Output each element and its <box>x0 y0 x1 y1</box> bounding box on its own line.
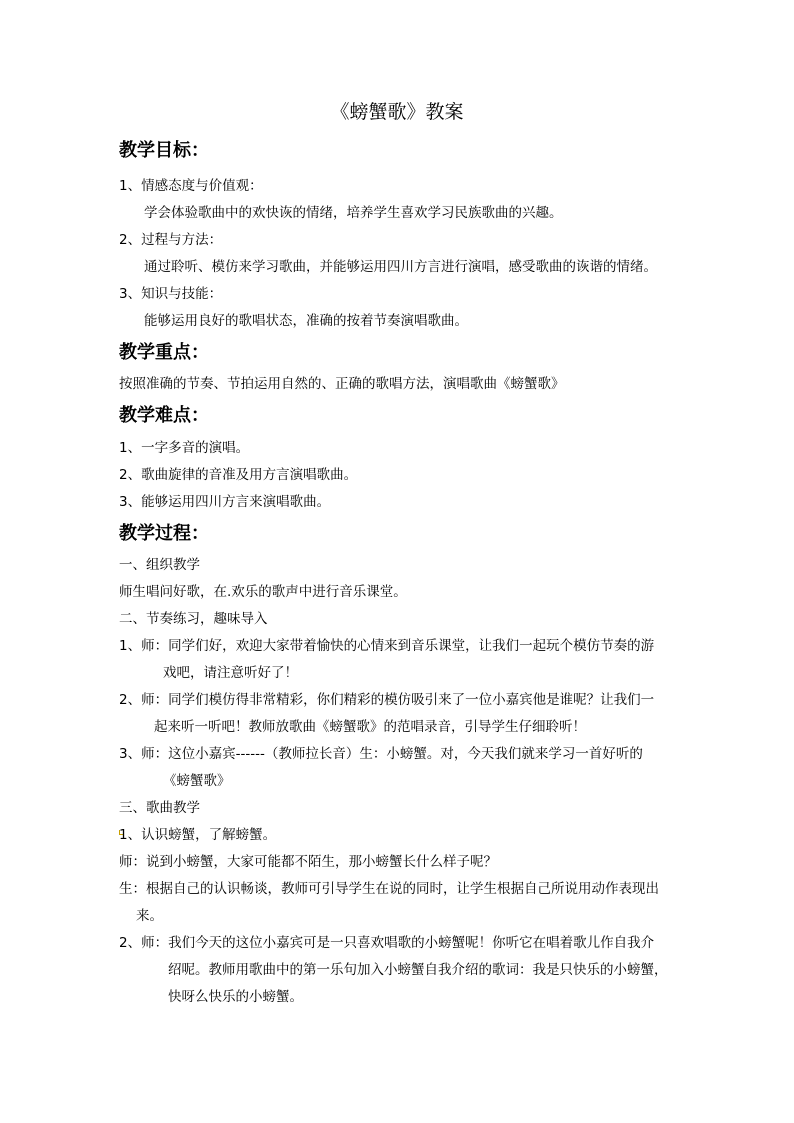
heading-process: 教学过程： <box>119 523 209 544</box>
document-title: 《螃蟹歌》教案 <box>330 101 464 123</box>
objective-line: 2、过程与方法： <box>119 232 223 248</box>
process-line: 起来听一听吧！教师放歌曲《螃蟹歌》的范唱录音，引导学生仔细聆听！ <box>154 719 586 735</box>
process-line: 一、组织教学 <box>119 557 200 573</box>
process-line: 绍呢。教师用歌曲中的第一乐句加入小螃蟹自我介绍的歌词：我是只快乐的小螃蟹， <box>168 962 668 978</box>
process-line: 师生唱问好歌，在.欢乐的歌声中进行音乐课堂。 <box>119 584 407 600</box>
objective-line: 能够运用良好的歌唱状态，准确的按着节奏演唱歌曲。 <box>144 313 468 329</box>
process-line: 来。 <box>136 908 163 924</box>
process-line: 《螃蟹歌》 <box>163 773 231 789</box>
objective-line: 1、情感态度与价值观： <box>119 178 263 194</box>
difficulty-line: 2、歌曲旋律的音准及用方言演唱歌曲。 <box>119 467 358 483</box>
objective-line: 通过聆听、模仿来学习歌曲，并能够运用四川方言进行演唱，感受歌曲的诙谐的情绪。 <box>144 259 657 275</box>
heading-difficulties: 教学难点： <box>119 405 209 426</box>
process-line: 生：根据自己的认识畅谈，教师可引导学生在说的同时，让学生根据自己所说用动作表现出 <box>119 881 659 897</box>
process-line: 三、歌曲教学 <box>119 800 200 816</box>
heading-key-points: 教学重点： <box>119 342 209 363</box>
process-line: 戏吧，请注意听好了！ <box>163 665 298 681</box>
key-point-line: 按照准确的节奏、节拍运用自然的、正确的歌唱方法，演唱歌曲《螃蟹歌》 <box>119 376 565 392</box>
process-line: 2、师：同学们模仿得非常精彩，你们精彩的模仿吸引来了一位小嘉宾他是谁呢？让我们一 <box>119 692 655 708</box>
process-line: 1、认识螃蟹，了解螃蟹。 <box>119 827 277 843</box>
objective-line: 3、知识与技能： <box>119 286 223 302</box>
process-line: 二、节奏练习，趣味导入 <box>119 611 268 627</box>
difficulty-line: 1、一字多音的演唱。 <box>119 440 250 456</box>
process-line: 3、师：这位小嘉宾------（教师拉长音）生：小螃蟹。对，今天我们就来学习一首好听的 <box>119 746 643 762</box>
process-line: 1、师：同学们好，欢迎大家带着愉快的心情来到音乐课堂，让我们一起玩个模仿节奏的游 <box>119 638 655 654</box>
heading-objectives: 教学目标： <box>119 140 209 161</box>
process-line: 2、师：我们今天的这位小嘉宾可是一只喜欢唱歌的小螃蟹呢！你听它在唱着歌儿作自我介 <box>119 935 655 951</box>
objective-line: 学会体验歌曲中的欢快诙的情绪，培养学生喜欢学习民族歌曲的兴趣。 <box>144 205 563 221</box>
process-line: 快呀么快乐的小螃蟹。 <box>168 989 303 1005</box>
difficulty-line: 3、能够运用四川方言来演唱歌曲。 <box>119 494 331 510</box>
process-line: 师：说到小螃蟹，大家可能都不陌生，那小螃蟹长什么样子呢？ <box>119 854 497 870</box>
